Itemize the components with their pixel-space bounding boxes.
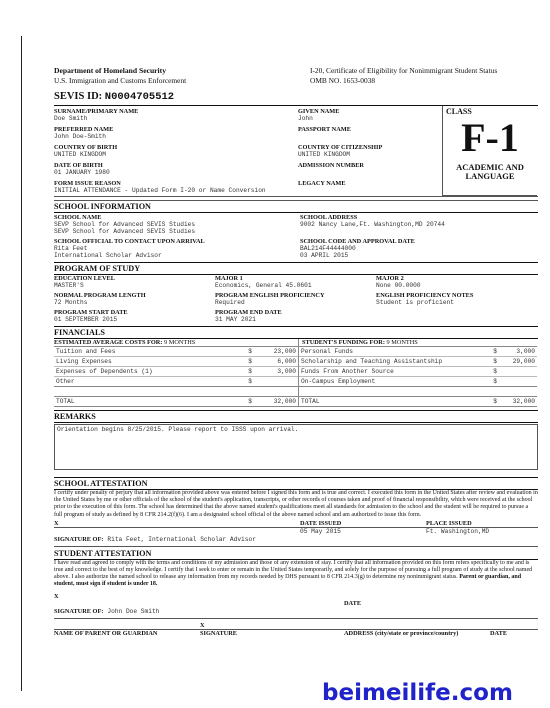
student-date-label: DATE: [344, 599, 362, 607]
english-proficiency-label: PROGRAM ENGLISH PROFICIENCY: [215, 292, 325, 299]
costs-row: Tuition and Fees $ 23,000: [56, 348, 296, 355]
school-official-label: SCHOOL OFFICIAL TO CONTACT UPON ARRIVAL: [54, 238, 205, 245]
school-attest-x-row: X DATE ISSUED PLACE ISSUED: [54, 520, 538, 528]
start-date-value: 01 SEPTEMBER 2015: [54, 316, 118, 323]
english-notes-value: Student is proficient: [376, 299, 454, 306]
end-date-value: 31 MAY 2021: [215, 316, 256, 323]
issue-reason-value: INITIAL ATTENDANCE - Updated Form I-20 or Name Conversion: [54, 187, 266, 194]
sevis-id-value: N0004705512: [104, 91, 175, 103]
date-issued-value: 05 May 2015: [300, 527, 341, 535]
funding-label: STUDENT'S FUNDING FOR: 9 MONTHS: [299, 339, 537, 347]
school-approval-date: 03 APRIL 2015: [300, 252, 349, 259]
start-date-label: PROGRAM START DATE: [54, 309, 128, 316]
form-title: I-20, Certificate of Eligibility for Nonimmigrant Student Status: [310, 66, 498, 75]
given-name-value: John: [298, 115, 313, 122]
class-description: ACADEMIC AND LANGUAGE: [456, 162, 524, 181]
parent-name-label: NAME OF PARENT OR GUARDIAN: [54, 629, 158, 637]
student-signature-value: John Doe Smith: [107, 607, 160, 615]
given-name-label: GIVEN NAME: [298, 108, 340, 115]
costs-row: Expenses of Dependents (1) $ 3,000: [56, 368, 296, 375]
program-row-2: [54, 292, 538, 306]
program-length-label: NORMAL PROGRAM LENGTH: [54, 292, 146, 299]
admission-number-label: ADMISSION NUMBER: [298, 162, 364, 169]
parent-address-label: ADDRESS (city/state or province/country): [344, 629, 459, 637]
financials-block: [54, 339, 538, 407]
student-attestation-text: I have read and agreed to comply with the terms and conditions of my admission and those of any extension of stay. I certify that all information provided on this form refers specifically to me and is true and correct to the best of my knowledge. I certify that I seek to enter or remain in the United States temporarily, and solely for the purpose of pursuing a full program of study at the school named above. I also authorize the named school to release any information from my records needed by DHS pursuant to 8 CFR 214.3(g) to determine my nonimmigrant status. Parent or guardian, and student, must sign if student is under 18.: [54, 559, 533, 588]
major2-label: MAJOR 2: [376, 275, 404, 282]
major1-value: Economics, General 45.0601: [215, 282, 312, 289]
program-length-value: 72 Months: [54, 299, 88, 306]
omb-number: OMB NO. 1653-0038: [310, 76, 376, 85]
school-signature-value: Rita Feet, International Scholar Advisor: [107, 535, 256, 543]
agency-name: Department of Homeland Security: [54, 66, 166, 75]
funding-row: Scholarship and Teaching Assistantship $ 29,000: [301, 358, 535, 365]
costs-total-row: TOTAL $ 32,000: [56, 398, 296, 405]
passport-label: PASSPORT NAME: [298, 126, 351, 133]
major1-label: MAJOR 1: [215, 275, 243, 282]
costs-row: Other $: [54, 377, 298, 387]
funding-table: [299, 347, 537, 407]
education-level-label: EDUCATION LEVEL: [54, 275, 115, 282]
school-name-line1: SEVP School for Advanced SEVIS Studies: [54, 221, 196, 228]
preferred-name-value: John Doe-Smith: [54, 133, 106, 140]
school-info-heading: SCHOOL INFORMATION: [54, 200, 538, 213]
school-signature-label: SIGNATURE OF:: [54, 535, 104, 543]
funding-row: Personal Funds $ 3,000: [301, 348, 535, 355]
costs-label: ESTIMATED AVERAGE COSTS FOR: 9 MONTHS: [54, 339, 298, 347]
agency-sub: U.S. Immigration and Customs Enforcement: [54, 76, 187, 85]
english-notes-label: ENGLISH PROFICIENCY NOTES: [376, 292, 474, 299]
watermark: beimeilife.com: [322, 680, 513, 706]
school-attestation-heading: SCHOOL ATTESTATION: [54, 477, 538, 490]
remarks-heading: REMARKS: [54, 410, 538, 423]
school-name-label: SCHOOL NAME: [54, 214, 102, 221]
program-row-1: [54, 275, 538, 289]
costs-row: Living Expenses $ 6,000: [56, 358, 296, 365]
school-block: [54, 213, 538, 259]
citizenship-value: UNITED KINGDOM: [298, 151, 350, 158]
school-name-line2: SEVP School for Advanced SEVIS Studies: [54, 228, 196, 235]
school-official-title: International Scholar Advisor: [54, 252, 162, 259]
place-issued-value: Ft. Washington,MD: [426, 527, 490, 535]
parent-signature-label: SIGNATURE: [200, 629, 237, 637]
date-issued-label: DATE ISSUED: [300, 519, 342, 527]
student-block: [54, 106, 538, 197]
english-proficiency-value: Required: [215, 299, 245, 306]
program-row-3: [54, 309, 538, 323]
form-i20: Department of Homeland Security U.S. Immigration and Customs Enforcement I-20, Certificate of Eligibility for Nonimmigrant Student Status OMB NO. 1653-0038 SEVIS ID: N0004705512 SURNAME/PRIMARY NAME Doe Smith PREFERRED NAME John Doe-Smith COUNTRY OF BIRTH UNITED KINGDOM DATE OF BIRTH 01 JANUARY 1980 FORM ISSUE REASON INITIAL ATTENDANCE - Updated Form I-20 or Name Conversion GIVEN NAME John PASSPORT NAME COUNTRY OF CITIZENSHIP UNITED KINGDOM ADMISSION NUMBER LEGACY NAME CLASS F-1 ACADEMIC AND LANGUAGE SCHOOL INFORMATION SCHOOL NAME SEVP School for Advanced SEVIS Studies SEVP School for Advanced SEVIS Studies SCHOOL OFFICIAL TO CONTACT UPON ARRIVAL Rita Feet International Scholar Advisor SCHOOL ADDRESS 9002 Nancy Lane,Ft. Washington,MD 20744 SCHOOL CODE AND APPROVAL DATE BAL214F44444000 03 APRIL 2015 PROGRAM OF STUDY EDUCATION LEVEL MASTER'S MAJOR 1 Economics, General 45.0601 MAJOR 2 None 00.0000 NORMAL PROGRAM LENGTH 72 Months PROGRAM ENGLISH PROFICIENCY Required ENGLISH PROFICIENCY NOTES Student is proficient PROGRAM START DATE 01 SEPTEMBER 2015 PROGRAM END DATE 31 MAY 2021 FINANCIALS ESTIMATED AVERAGE COSTS FOR: 9 MONTHS Tuition and Fees $ 23,000 Living Expenses $ 6,000 Expenses of Dependents (1) $ 3,000 Other $ TOTAL $ 32,000 STUDENT'S FUNDING FOR: 9 MONTHS Personal Funds $ 3,000 Scholarship and Teaching Assistantship $ 29,000 Funds From Another Source $ On-Campus Employment $ TOTAL $ 32,000 REMARKS Orientation begins 8/25/2015. Please report to ISSS upon arrival. SCHOOL ATTESTATION I certify under penalty of perjury that all information provided above was entered before I signed this form and is true and correct. I executed this form in the United States after review and evaluation in the United States by me or other officials of the school of the student's application, transcripts, or other records of courses taken and proof of financial responsibility, which were received at the school prior to the execution of this form. The school has determined that the above named student's qualifications meet all standards for admission to the school and the student will be required to pursue a full program of study as defined by 8 CFR 214.2(f)(6). I am a designated school official of the above named school and am authorized to issue this form. X DATE ISSUED PLACE ISSUED SIGNATURE OF: Rita Feet, International Scholar Advisor 05 May 2015 Ft. Washington,MD STUDENT ATTESTATION I have read and agreed to comply with the terms and conditions of my admission and those of any extension of stay. I certify that all information provided on this form refers specifically to me and is true and correct to the best of my knowledge. I certify that I seek to enter or remain in the United States temporarily, and solely for the purpose of pursuing a full program of study at the school named above. I also authorize the named school to release any information from my records needed by DHS pursuant to 8 CFR 214.3(g) to determine my nonimmigrant status. Parent or guardian, and student, must sign if student is under 18. X SIGNATURE OF: John Doe Smith DATE X NAME OF PARENT OR GUARDIAN SIGNATURE ADDRESS (city/state or province/country) DATE: [54, 66, 538, 637]
issue-reason-label: FORM ISSUE REASON: [54, 180, 121, 187]
class-box: [442, 106, 537, 196]
remarks-text: Orientation begins 8/25/2015. Please report to ISSS upon arrival.: [57, 426, 299, 433]
sevis-id-line: [54, 91, 538, 106]
preferred-name-label: PREFERRED NAME: [54, 126, 114, 133]
parent-date-label: DATE: [490, 629, 508, 637]
country-birth-value: UNITED KINGDOM: [54, 151, 106, 158]
funding-row: On-Campus Employment $: [299, 377, 537, 387]
major2-value: None 00.0000: [376, 282, 421, 289]
funding-total-row: TOTAL $ 32,000: [301, 398, 535, 405]
program-heading: PROGRAM OF STUDY: [54, 262, 538, 275]
surname-value: Doe Smith: [54, 115, 88, 122]
end-date-label: PROGRAM END DATE: [215, 309, 282, 316]
dob-value: 01 JANUARY 1980: [54, 169, 110, 176]
remarks-box: [54, 424, 538, 470]
school-address-label: SCHOOL ADDRESS: [300, 214, 358, 221]
student-signature-label: SIGNATURE OF:: [54, 607, 104, 615]
costs-table: [54, 347, 298, 407]
school-code-label: SCHOOL CODE AND APPROVAL DATE: [300, 238, 415, 245]
school-address-value: 9002 Nancy Lane,Ft. Washington,MD 20744: [300, 221, 445, 228]
education-level-value: MASTER'S: [54, 282, 84, 289]
legacy-name-label: LEGACY NAME: [298, 180, 346, 187]
surname-label: SURNAME/PRIMARY NAME: [54, 108, 139, 115]
student-attestation-heading: STUDENT ATTESTATION: [54, 548, 538, 560]
citizenship-label: COUNTRY OF CITIZENSHIP: [298, 144, 383, 151]
country-birth-label: COUNTRY OF BIRTH: [54, 144, 118, 151]
financials-heading: FINANCIALS: [54, 326, 538, 339]
margin-rule: [21, 36, 22, 691]
parent-signature-row: [54, 629, 538, 637]
student-signature-row: [54, 600, 538, 619]
sevis-id-label: SEVIS ID:: [54, 91, 105, 102]
school-official-name: Rita Feet: [54, 245, 88, 252]
class-value: F-1: [461, 115, 519, 160]
school-code-value: BAL214F44444000: [300, 245, 356, 252]
form-header: [54, 66, 538, 86]
school-signature-row: [54, 528, 538, 547]
class-label: CLASS: [446, 107, 472, 116]
funding-row: Funds From Another Source $: [299, 367, 537, 377]
school-attestation-text: I certify under penalty of perjury that all information provided above was entered before I signed this form and is true and correct. I executed this form in the United States after review and evaluation in the United States by me or other officials of the school of the student's application, transcripts, or other records of courses taken and proof of financial responsibility, which were received at the school prior to the execution of this form. The school has determined that the above named student's qualifications meet all standards for admission to the school and the student will be required to pursue a full program of study as defined by 8 CFR 214.2(f)(6). I am a designated school official of the above named school and am authorized to issue this form.: [54, 490, 538, 518]
dob-label: DATE OF BIRTH: [54, 162, 103, 169]
place-issued-label: PLACE ISSUED: [426, 519, 472, 527]
